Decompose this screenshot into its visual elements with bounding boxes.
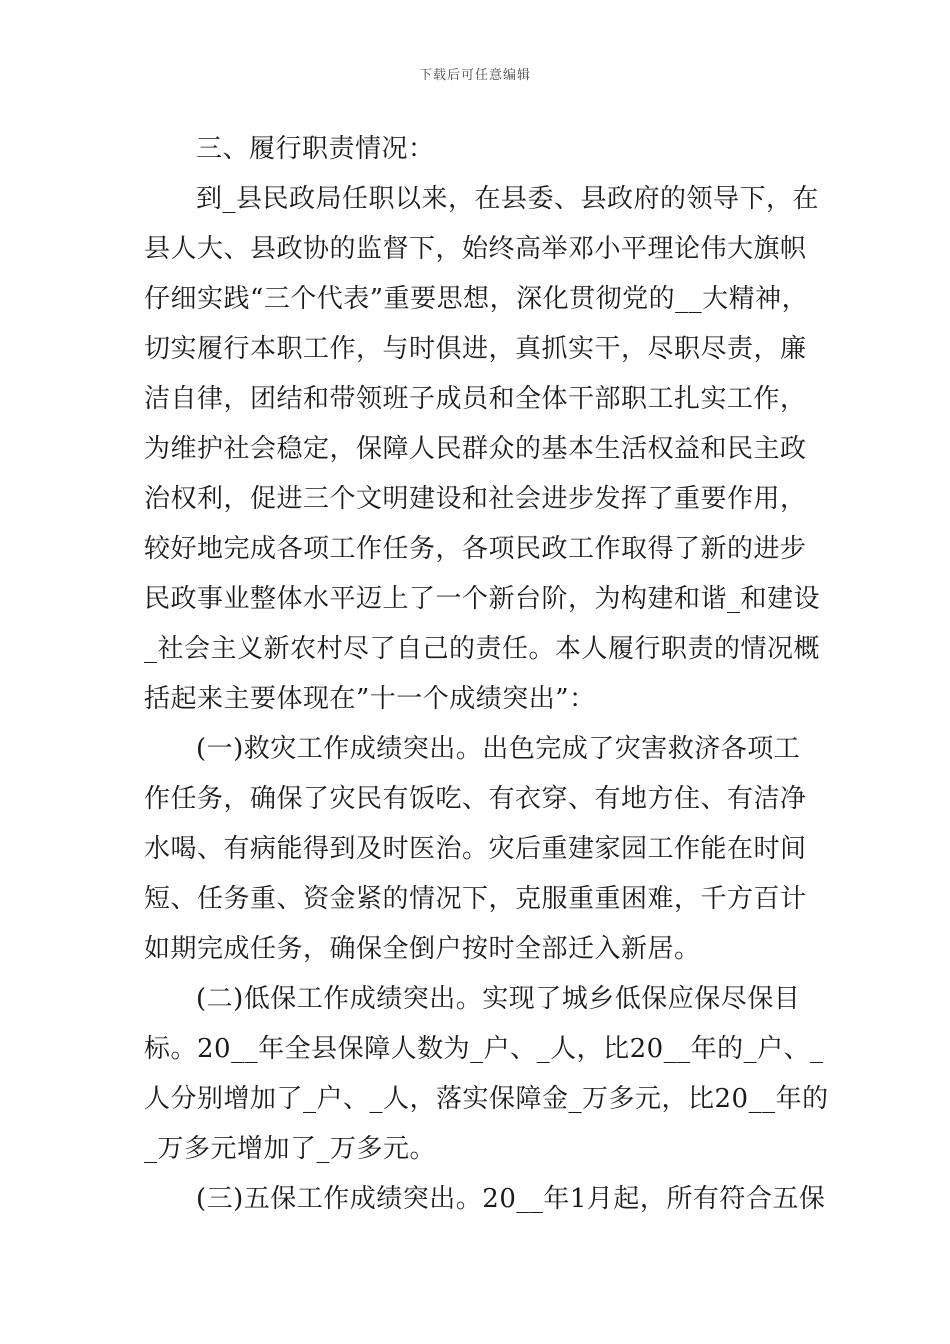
paragraph-line: (二)低保工作成绩突出。实现了城乡低保应保尽保目 [196, 984, 801, 1014]
header-note: 下载后可任意编辑 [418, 68, 531, 83]
paragraph-line: 括起来主要体现在”十一个成绩突出”： [144, 684, 596, 714]
paragraph-line: 如期完成任务，确保全倒户按时全部迁入新居。 [144, 934, 701, 964]
paragraph-line: (一)救灾工作成绩突出。出色完成了灾害救济各项工 [196, 734, 801, 764]
paragraph-line: 水喝、有病能得到及时医治。灾后重建家园工作能在时间 [144, 834, 807, 864]
paragraph-five-guarantees [144, 1174, 826, 1224]
paragraph-line: 仔细实践“三个代表”重要思想，深化贯彻党的__大精神， [144, 284, 809, 314]
paragraph-line: _社会主义新农村尽了自己的责任。本人履行职责的情况概 [144, 634, 821, 664]
paragraph-line: (三)五保工作成绩突出。20__年1月起，所有符合五保 [196, 1184, 826, 1214]
paragraph-line: 较好地完成各项工作任务，各项民政工作取得了新的进步 [144, 534, 807, 564]
paragraph-line: 洁自律，团结和带领班子成员和全体干部职工扎实工作， [144, 384, 807, 414]
section-title: 三、履行职责情况： [196, 134, 435, 164]
paragraph-line: 作任务，确保了灾民有饭吃、有衣穿、有地方住、有洁净 [144, 784, 807, 814]
paragraph-line: 治权利，促进三个文明建设和社会进步发挥了重要作用， [144, 484, 807, 514]
paragraph-duty-overview [144, 174, 821, 724]
paragraph-line: 县人大、县政协的监督下，始终高举邓小平理论伟大旗帜 [144, 234, 807, 264]
paragraph-line: 为维护社会稳定，保障人民群众的基本生活权益和民主政 [144, 434, 807, 464]
paragraph-line: 人分别增加了_户、_人，落实保障金_万多元，比20__年的 [144, 1084, 829, 1114]
paragraph-line: 切实履行本职工作，与时俱进，真抓实干，尽职尽责，廉 [144, 334, 807, 364]
paragraph-line: 民政事业整体水平迈上了一个新台阶，为构建和谐_和建设 [144, 584, 821, 614]
paragraph-minimum-living [144, 974, 829, 1174]
document-body [144, 124, 829, 1224]
paragraph-line: 短、任务重、资金紧的情况下，克服重重困难，千方百计 [144, 884, 807, 914]
paragraph-line: _万多元增加了_万多元。 [144, 1134, 437, 1164]
paragraph-line: 到_县民政局任职以来，在县委、县政府的领导下，在 [196, 184, 820, 214]
paragraph-disaster-relief [144, 724, 814, 974]
paragraph-line: 标。20__年全县保障人数为_户、_人，比20__年的_户、_ [144, 1034, 824, 1064]
